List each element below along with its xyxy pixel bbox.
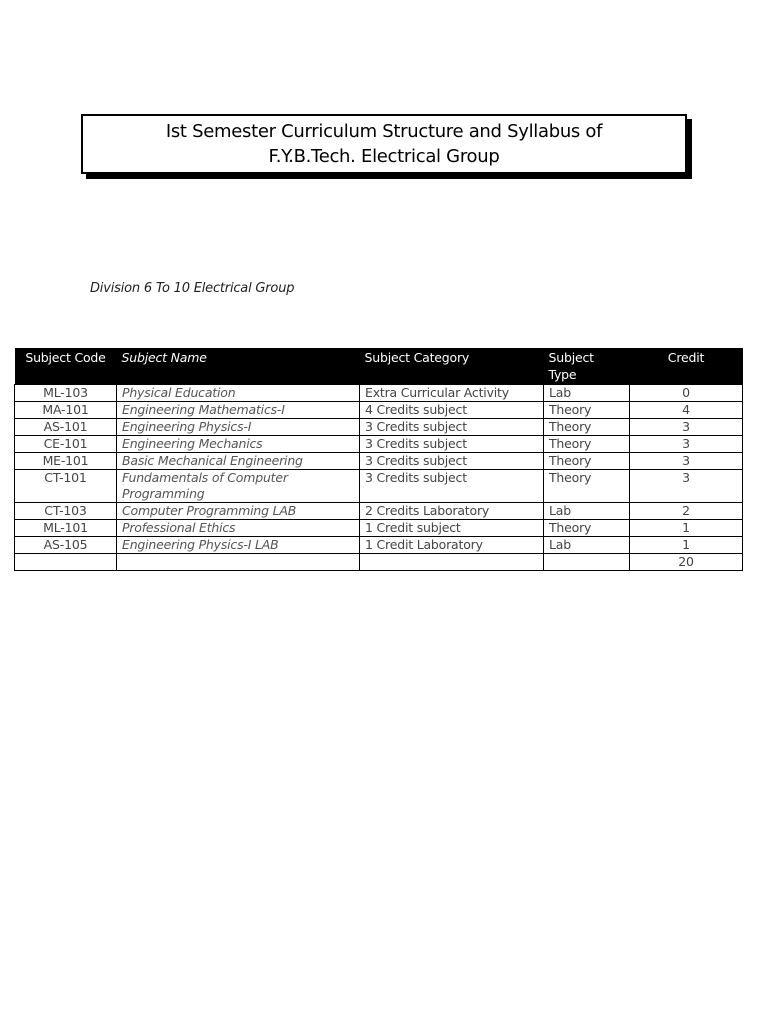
total-credit-cell: 20 [630,554,743,571]
subject-category-cell: 3 Credits subject [360,419,544,436]
table-row [15,419,743,436]
subject-category-cell: 2 Credits Laboratory [360,503,544,520]
header-subject-code: Subject Code [15,348,117,385]
credit-cell: 1 [630,520,743,537]
credit-cell: 2 [630,503,743,520]
header-subject-category: Subject Category [360,348,544,385]
empty-cell [544,554,630,571]
credit-cell: 3 [630,470,743,503]
credit-cell: 3 [630,453,743,470]
subject-name-cell: Fundamentals of Computer Programming [117,470,360,503]
subject-name-cell: Engineering Physics-I [117,419,360,436]
division-caption: Division 6 To 10 Electrical Group [90,281,295,296]
credit-cell: 0 [630,385,743,402]
subject-category-cell: 3 Credits subject [360,470,544,503]
table-row [15,453,743,470]
subject-code-cell: AS-101 [15,419,117,436]
subject-type-cell: Theory [544,402,630,419]
table-row [15,537,743,554]
subject-type-cell: Theory [544,520,630,537]
header-credit: Credit [630,348,743,385]
document-title-box [81,114,687,174]
subject-category-cell: 3 Credits subject [360,453,544,470]
total-row [15,554,743,571]
header-subject-name: Subject Name [117,348,360,385]
header-subject-type: Subject Type [544,348,630,385]
subject-category-cell: 1 Credit subject [360,520,544,537]
subject-name-cell: Basic Mechanical Engineering [117,453,360,470]
subject-code-cell: CT-101 [15,470,117,503]
document-title-line-2: F.Y.B.Tech. Electrical Group [268,146,500,167]
subject-code-cell: ME-101 [15,453,117,470]
empty-cell [117,554,360,571]
subject-name-cell: Computer Programming LAB [117,503,360,520]
subject-code-cell: AS-105 [15,537,117,554]
subject-code-cell: MA-101 [15,402,117,419]
subject-name-cell: Engineering Mathematics-I [117,402,360,419]
subject-name-cell: Physical Education [117,385,360,402]
subject-category-cell: 3 Credits subject [360,436,544,453]
table-row [15,520,743,537]
table-row [15,436,743,453]
table-row [15,402,743,419]
subject-code-cell: CE-101 [15,436,117,453]
curriculum-table [14,348,743,571]
subject-type-cell: Theory [544,419,630,436]
subject-category-cell: 1 Credit Laboratory [360,537,544,554]
table-row [15,503,743,520]
credit-cell: 4 [630,402,743,419]
subject-code-cell: ML-101 [15,520,117,537]
subject-category-cell: 4 Credits subject [360,402,544,419]
subject-type-cell: Theory [544,470,630,503]
subject-type-cell: Lab [544,537,630,554]
subject-type-cell: Lab [544,503,630,520]
empty-cell [15,554,117,571]
subject-type-cell: Theory [544,436,630,453]
subject-code-cell: ML-103 [15,385,117,402]
subject-name-cell: Engineering Mechanics [117,436,360,453]
credit-cell: 3 [630,419,743,436]
empty-cell [360,554,544,571]
subject-type-cell: Lab [544,385,630,402]
table-row [15,470,743,503]
table-row [15,385,743,402]
table-header-row [15,348,743,385]
document-title-line-1: Ist Semester Curriculum Structure and Syllabus of [165,121,603,142]
subject-name-cell: Professional Ethics [117,520,360,537]
subject-category-cell: Extra Curricular Activity [360,385,544,402]
subject-code-cell: CT-103 [15,503,117,520]
credit-cell: 3 [630,436,743,453]
subject-type-cell: Theory [544,453,630,470]
subject-name-cell: Engineering Physics-I LAB [117,537,360,554]
credit-cell: 1 [630,537,743,554]
